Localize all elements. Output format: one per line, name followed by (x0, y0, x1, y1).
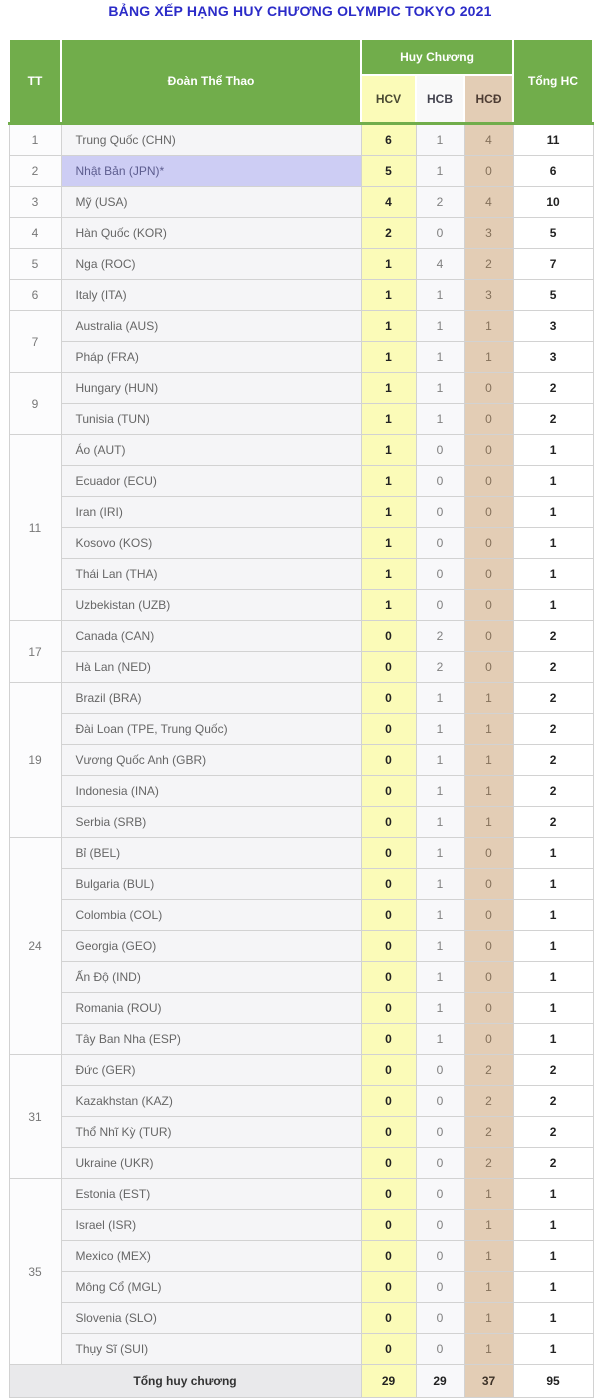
team-row[interactable] (9, 1117, 593, 1148)
gold-count-cell: 0 (361, 683, 416, 714)
gold-count-cell: 1 (361, 559, 416, 590)
gold-count-cell: 0 (361, 962, 416, 993)
team-name-cell: Hungary (HUN) (61, 373, 361, 404)
column-header-total: Tổng HC (513, 39, 593, 124)
total-count-cell: 1 (513, 962, 593, 993)
table-body (9, 124, 593, 1365)
bronze-count-cell: 1 (464, 342, 513, 373)
totals-bronze-value: 37 (464, 1365, 513, 1398)
total-count-cell: 3 (513, 311, 593, 342)
total-count-cell: 2 (513, 1117, 593, 1148)
gold-count-cell: 0 (361, 621, 416, 652)
total-count-cell: 2 (513, 1055, 593, 1086)
silver-count-cell: 0 (416, 1055, 464, 1086)
team-row[interactable] (9, 776, 593, 807)
total-count-cell: 2 (513, 807, 593, 838)
team-name-cell: Iran (IRI) (61, 497, 361, 528)
team-row[interactable] (9, 931, 593, 962)
gold-count-cell: 6 (361, 124, 416, 156)
silver-count-cell: 2 (416, 621, 464, 652)
silver-count-cell: 0 (416, 497, 464, 528)
total-count-cell: 5 (513, 280, 593, 311)
team-row[interactable] (9, 962, 593, 993)
bronze-count-cell: 4 (464, 187, 513, 218)
total-count-cell: 6 (513, 156, 593, 187)
team-row[interactable] (9, 1024, 593, 1055)
gold-count-cell: 1 (361, 528, 416, 559)
total-count-cell: 1 (513, 1241, 593, 1272)
team-name-cell: Romania (ROU) (61, 993, 361, 1024)
silver-count-cell: 1 (416, 683, 464, 714)
silver-count-cell: 1 (416, 373, 464, 404)
total-count-cell: 7 (513, 249, 593, 280)
total-count-cell: 2 (513, 714, 593, 745)
rank-cell: 9 (9, 373, 61, 435)
total-count-cell: 10 (513, 187, 593, 218)
bronze-count-cell: 1 (464, 683, 513, 714)
team-row[interactable] (9, 373, 593, 404)
team-row[interactable] (9, 466, 593, 497)
team-name-cell: Trung Quốc (CHN) (61, 124, 361, 156)
silver-count-cell: 0 (416, 218, 464, 249)
team-row[interactable] (9, 1334, 593, 1365)
team-name-cell: Ecuador (ECU) (61, 466, 361, 497)
silver-count-cell: 1 (416, 869, 464, 900)
silver-count-cell: 1 (416, 714, 464, 745)
team-name-cell: Hàn Quốc (KOR) (61, 218, 361, 249)
rank-cell: 17 (9, 621, 61, 683)
total-count-cell: 2 (513, 745, 593, 776)
rank-cell: 5 (9, 249, 61, 280)
team-name-cell: Thổ Nhĩ Kỳ (TUR) (61, 1117, 361, 1148)
rank-cell: 19 (9, 683, 61, 838)
total-count-cell: 1 (513, 1272, 593, 1303)
gold-count-cell: 0 (361, 993, 416, 1024)
bronze-count-cell: 0 (464, 652, 513, 683)
gold-count-cell: 0 (361, 1241, 416, 1272)
bronze-count-cell: 0 (464, 156, 513, 187)
team-row[interactable] (9, 1241, 593, 1272)
bronze-count-cell: 2 (464, 1055, 513, 1086)
total-count-cell: 1 (513, 559, 593, 590)
silver-count-cell: 1 (416, 993, 464, 1024)
rank-cell: 1 (9, 124, 61, 156)
bronze-count-cell: 1 (464, 1210, 513, 1241)
team-row[interactable] (9, 652, 593, 683)
bronze-count-cell: 1 (464, 1303, 513, 1334)
bronze-count-cell: 0 (464, 528, 513, 559)
team-row[interactable] (9, 807, 593, 838)
bronze-count-cell: 0 (464, 621, 513, 652)
bronze-count-cell: 0 (464, 1024, 513, 1055)
bronze-count-cell: 1 (464, 776, 513, 807)
team-name-cell: Kosovo (KOS) (61, 528, 361, 559)
gold-count-cell: 0 (361, 1179, 416, 1210)
totals-total-value: 95 (513, 1365, 593, 1398)
page (0, 3, 600, 1388)
silver-count-cell: 0 (416, 590, 464, 621)
bronze-count-cell: 4 (464, 124, 513, 156)
total-count-cell: 1 (513, 466, 593, 497)
gold-count-cell: 1 (361, 342, 416, 373)
gold-count-cell: 1 (361, 435, 416, 466)
rank-cell: 4 (9, 218, 61, 249)
team-row[interactable] (9, 559, 593, 590)
totals-label: Tổng huy chương (9, 1365, 361, 1398)
bronze-count-cell: 1 (464, 714, 513, 745)
gold-count-cell: 0 (361, 1148, 416, 1179)
silver-count-cell: 0 (416, 528, 464, 559)
column-header-team: Đoàn Thể Thao (61, 39, 361, 124)
team-row[interactable] (9, 1086, 593, 1117)
gold-count-cell: 0 (361, 714, 416, 745)
silver-count-cell: 0 (416, 1272, 464, 1303)
team-name-cell: Italy (ITA) (61, 280, 361, 311)
team-name-cell: Bỉ (BEL) (61, 838, 361, 869)
rank-cell: 24 (9, 838, 61, 1055)
team-row[interactable] (9, 249, 593, 280)
silver-count-cell: 1 (416, 156, 464, 187)
silver-count-cell: 0 (416, 466, 464, 497)
team-row[interactable] (9, 156, 593, 187)
bronze-count-cell: 0 (464, 497, 513, 528)
team-name-cell: Georgia (GEO) (61, 931, 361, 962)
bronze-count-cell: 2 (464, 1086, 513, 1117)
silver-count-cell: 0 (416, 1210, 464, 1241)
bronze-count-cell: 0 (464, 590, 513, 621)
gold-count-cell: 0 (361, 776, 416, 807)
gold-count-cell: 0 (361, 869, 416, 900)
team-name-cell: Thụy Sĩ (SUI) (61, 1334, 361, 1365)
silver-count-cell: 1 (416, 342, 464, 373)
column-header-medals-group: Huy Chương (361, 39, 513, 75)
gold-count-cell: 4 (361, 187, 416, 218)
total-count-cell: 3 (513, 342, 593, 373)
team-row[interactable] (9, 683, 593, 714)
team-row[interactable] (9, 1210, 593, 1241)
total-count-cell: 1 (513, 838, 593, 869)
total-count-cell: 1 (513, 497, 593, 528)
team-name-cell: Mexico (MEX) (61, 1241, 361, 1272)
team-name-cell: Hà Lan (NED) (61, 652, 361, 683)
gold-count-cell: 0 (361, 1210, 416, 1241)
silver-count-cell: 1 (416, 931, 464, 962)
bronze-count-cell: 0 (464, 931, 513, 962)
rank-cell: 2 (9, 156, 61, 187)
gold-count-cell: 0 (361, 745, 416, 776)
team-row[interactable] (9, 1272, 593, 1303)
bronze-count-cell: 1 (464, 1334, 513, 1365)
team-row[interactable] (9, 218, 593, 249)
team-row[interactable] (9, 993, 593, 1024)
total-count-cell: 2 (513, 683, 593, 714)
bronze-count-cell: 0 (464, 993, 513, 1024)
silver-count-cell: 0 (416, 559, 464, 590)
totals-gold-value: 29 (361, 1365, 416, 1398)
team-name-cell: Pháp (FRA) (61, 342, 361, 373)
total-count-cell: 1 (513, 1334, 593, 1365)
team-row[interactable] (9, 497, 593, 528)
silver-count-cell: 2 (416, 652, 464, 683)
team-row[interactable] (9, 1179, 593, 1210)
team-row[interactable] (9, 404, 593, 435)
total-count-cell: 1 (513, 1210, 593, 1241)
total-count-cell: 2 (513, 776, 593, 807)
team-name-cell: Canada (CAN) (61, 621, 361, 652)
team-name-cell: Uzbekistan (UZB) (61, 590, 361, 621)
team-name-cell: Slovenia (SLO) (61, 1303, 361, 1334)
total-count-cell: 1 (513, 1179, 593, 1210)
gold-count-cell: 5 (361, 156, 416, 187)
team-name-cell: Ukraine (UKR) (61, 1148, 361, 1179)
team-name-cell: Đức (GER) (61, 1055, 361, 1086)
page-title: BẢNG XẾP HẠNG HUY CHƯƠNG OLYMPIC TOKYO 2021 (108, 3, 492, 19)
team-name-cell: Kazakhstan (KAZ) (61, 1086, 361, 1117)
totals-silver-value: 29 (416, 1365, 464, 1398)
bronze-count-cell: 2 (464, 249, 513, 280)
rank-cell: 31 (9, 1055, 61, 1179)
gold-count-cell: 0 (361, 900, 416, 931)
gold-count-cell: 1 (361, 466, 416, 497)
rank-cell: 3 (9, 187, 61, 218)
silver-count-cell: 1 (416, 404, 464, 435)
bronze-count-cell: 2 (464, 1117, 513, 1148)
team-row[interactable] (9, 1303, 593, 1334)
bronze-count-cell: 0 (464, 373, 513, 404)
team-row[interactable] (9, 590, 593, 621)
rank-cell: 35 (9, 1179, 61, 1365)
silver-count-cell: 0 (416, 435, 464, 466)
bronze-count-cell: 0 (464, 559, 513, 590)
column-header-rank: TT (9, 39, 61, 124)
total-count-cell: 2 (513, 1148, 593, 1179)
bronze-count-cell: 2 (464, 1148, 513, 1179)
bronze-count-cell: 1 (464, 1272, 513, 1303)
medal-ranking-table (8, 38, 594, 1398)
bronze-count-cell: 1 (464, 807, 513, 838)
gold-count-cell: 1 (361, 249, 416, 280)
column-header-gold: HCV (361, 75, 416, 124)
total-count-cell: 2 (513, 652, 593, 683)
gold-count-cell: 1 (361, 590, 416, 621)
silver-count-cell: 0 (416, 1241, 464, 1272)
rank-cell: 6 (9, 280, 61, 311)
bronze-count-cell: 3 (464, 218, 513, 249)
team-name-cell: Tunisia (TUN) (61, 404, 361, 435)
gold-count-cell: 0 (361, 1055, 416, 1086)
team-name-cell: Mông Cổ (MGL) (61, 1272, 361, 1303)
team-name-cell: Serbia (SRB) (61, 807, 361, 838)
silver-count-cell: 1 (416, 1024, 464, 1055)
team-name-cell: Mỹ (USA) (61, 187, 361, 218)
silver-count-cell: 1 (416, 807, 464, 838)
total-count-cell: 5 (513, 218, 593, 249)
gold-count-cell: 0 (361, 1024, 416, 1055)
silver-count-cell: 4 (416, 249, 464, 280)
team-name-cell: Australia (AUS) (61, 311, 361, 342)
gold-count-cell: 0 (361, 1303, 416, 1334)
team-row[interactable] (9, 838, 593, 869)
bronze-count-cell: 1 (464, 1241, 513, 1272)
bronze-count-cell: 3 (464, 280, 513, 311)
bronze-count-cell: 0 (464, 466, 513, 497)
silver-count-cell: 0 (416, 1179, 464, 1210)
gold-count-cell: 0 (361, 1334, 416, 1365)
team-name-cell: Áo (AUT) (61, 435, 361, 466)
silver-count-cell: 1 (416, 900, 464, 931)
team-row[interactable] (9, 1148, 593, 1179)
team-row[interactable] (9, 124, 593, 156)
total-count-cell: 1 (513, 900, 593, 931)
team-name-cell: Colombia (COL) (61, 900, 361, 931)
silver-count-cell: 1 (416, 124, 464, 156)
team-name-cell: Indonesia (INA) (61, 776, 361, 807)
gold-count-cell: 0 (361, 1117, 416, 1148)
silver-count-cell: 2 (416, 187, 464, 218)
gold-count-cell: 1 (361, 404, 416, 435)
team-name-cell: Đài Loan (TPE, Trung Quốc) (61, 714, 361, 745)
silver-count-cell: 0 (416, 1117, 464, 1148)
bronze-count-cell: 0 (464, 962, 513, 993)
team-name-cell: Ấn Độ (IND) (61, 962, 361, 993)
team-name-cell: Bulgaria (BUL) (61, 869, 361, 900)
total-count-cell: 1 (513, 1024, 593, 1055)
gold-count-cell: 0 (361, 838, 416, 869)
gold-count-cell: 0 (361, 652, 416, 683)
team-row[interactable] (9, 528, 593, 559)
total-count-cell: 2 (513, 404, 593, 435)
total-count-cell: 1 (513, 1303, 593, 1334)
totals-row (9, 1365, 593, 1398)
team-row[interactable] (9, 311, 593, 342)
bronze-count-cell: 0 (464, 900, 513, 931)
total-count-cell: 2 (513, 1086, 593, 1117)
team-row[interactable] (9, 187, 593, 218)
team-name-cell: Tây Ban Nha (ESP) (61, 1024, 361, 1055)
team-name-cell: Nhật Bản (JPN)* (61, 156, 361, 187)
column-header-bronze: HCĐ (464, 75, 513, 124)
silver-count-cell: 1 (416, 776, 464, 807)
silver-count-cell: 1 (416, 962, 464, 993)
gold-count-cell: 0 (361, 1272, 416, 1303)
team-row[interactable] (9, 745, 593, 776)
gold-count-cell: 0 (361, 931, 416, 962)
total-count-cell: 11 (513, 124, 593, 156)
total-count-cell: 1 (513, 869, 593, 900)
gold-count-cell: 1 (361, 311, 416, 342)
team-row[interactable] (9, 342, 593, 373)
team-row[interactable] (9, 280, 593, 311)
silver-count-cell: 1 (416, 280, 464, 311)
rank-cell: 11 (9, 435, 61, 621)
gold-count-cell: 0 (361, 807, 416, 838)
total-count-cell: 1 (513, 931, 593, 962)
team-row[interactable] (9, 714, 593, 745)
gold-count-cell: 1 (361, 373, 416, 404)
rank-cell: 7 (9, 311, 61, 373)
team-row[interactable] (9, 621, 593, 652)
gold-count-cell: 0 (361, 1086, 416, 1117)
silver-count-cell: 1 (416, 838, 464, 869)
bronze-count-cell: 1 (464, 745, 513, 776)
bronze-count-cell: 0 (464, 404, 513, 435)
gold-count-cell: 2 (361, 218, 416, 249)
team-name-cell: Israel (ISR) (61, 1210, 361, 1241)
bronze-count-cell: 0 (464, 435, 513, 466)
total-count-cell: 1 (513, 590, 593, 621)
column-header-silver: HCB (416, 75, 464, 124)
silver-count-cell: 1 (416, 311, 464, 342)
team-row[interactable] (9, 900, 593, 931)
team-row[interactable] (9, 1055, 593, 1086)
bronze-count-cell: 0 (464, 838, 513, 869)
total-count-cell: 1 (513, 528, 593, 559)
team-name-cell: Vương Quốc Anh (GBR) (61, 745, 361, 776)
silver-count-cell: 0 (416, 1334, 464, 1365)
bronze-count-cell: 0 (464, 869, 513, 900)
team-name-cell: Brazil (BRA) (61, 683, 361, 714)
bronze-count-cell: 1 (464, 311, 513, 342)
gold-count-cell: 1 (361, 497, 416, 528)
team-row[interactable] (9, 435, 593, 466)
team-name-cell: Thái Lan (THA) (61, 559, 361, 590)
silver-count-cell: 0 (416, 1086, 464, 1117)
bronze-count-cell: 1 (464, 1179, 513, 1210)
total-count-cell: 1 (513, 435, 593, 466)
team-name-cell: Nga (ROC) (61, 249, 361, 280)
silver-count-cell: 0 (416, 1303, 464, 1334)
total-count-cell: 2 (513, 373, 593, 404)
silver-count-cell: 1 (416, 745, 464, 776)
total-count-cell: 2 (513, 621, 593, 652)
table-header (9, 39, 593, 124)
total-count-cell: 1 (513, 993, 593, 1024)
table-footer (9, 1365, 593, 1398)
gold-count-cell: 1 (361, 280, 416, 311)
team-row[interactable] (9, 869, 593, 900)
team-name-cell: Estonia (EST) (61, 1179, 361, 1210)
silver-count-cell: 0 (416, 1148, 464, 1179)
